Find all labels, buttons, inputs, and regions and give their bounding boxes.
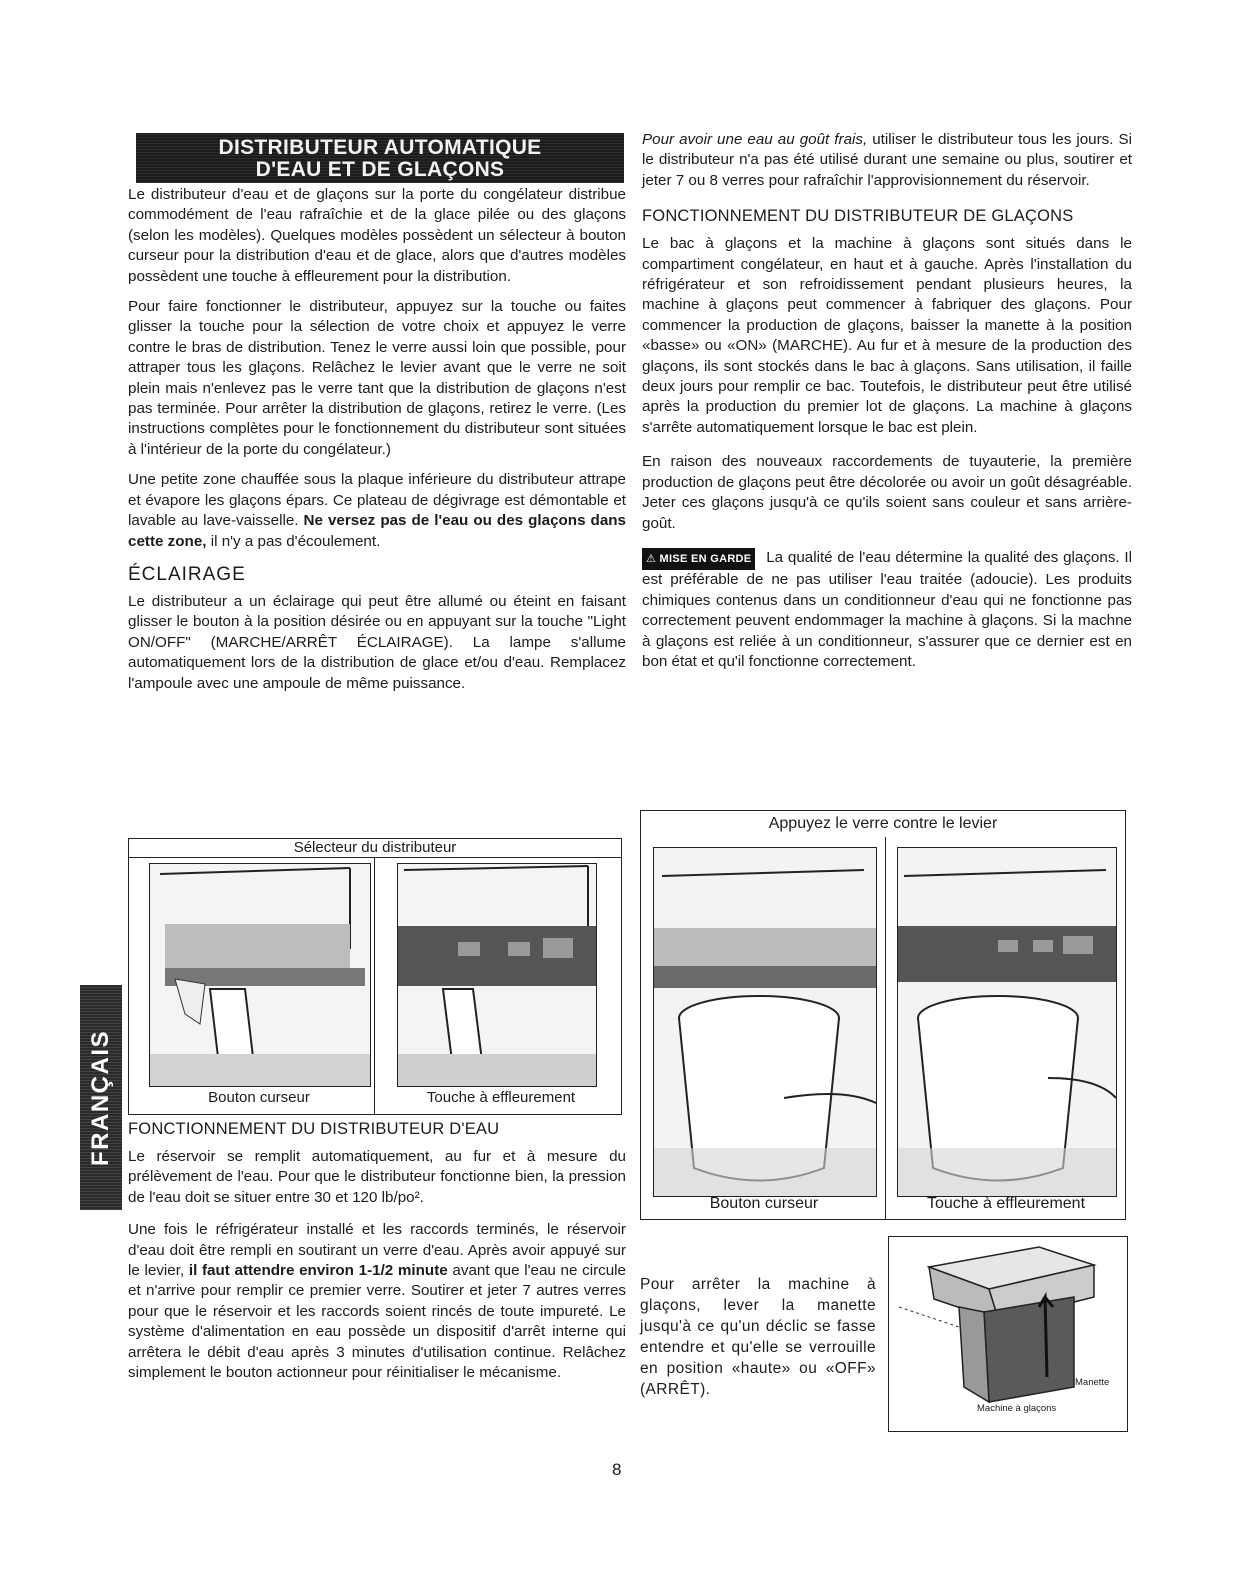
slider-button-photo	[149, 863, 371, 1087]
lighting-paragraph: Le distributeur a un éclairage qui peut être allumé ou éteint en faisant glisser le bouton à la position désirée ou en appuyant sur la touche "Light ON/OFF" (MARCHE/ARRÊT ÉCLAIRAGE). La lampe s'allume automatiquement lors de la distribution de glace et/ou d'eau. Remplacez l'ampoule avec une ampoule de même puissance.	[128, 592, 626, 692]
water-pressure-paragraph: Le réservoir se remplit automatiquement, au fur et à mesure du prélèvement de l'eau. Pour que le distributeur fonctionne bien, la pression de l'eau doit se situer entre 30 et 120 lb/po².	[128, 1148, 626, 1206]
figure-divider	[374, 858, 375, 1114]
heated-zone-text: Une petite zone chauffée sous la plaque inférieure du distributeur attrape et évapore les glaçons épars. Ce plateau de dégivrage est démontable et lavable au lave-vaisselle.	[128, 471, 626, 530]
touch-pad-caption: Touche à effleurement	[426, 1089, 576, 1106]
glass-slider-drawing	[654, 848, 876, 1196]
left-column	[128, 185, 626, 694]
slider-dispenser-drawing	[150, 864, 370, 1086]
press-slider-photo	[653, 847, 877, 1197]
selector-figure-title: Sélecteur du distributeur	[129, 839, 621, 858]
warning-paragraph	[642, 548, 1132, 672]
warning-badge	[642, 548, 755, 570]
warning-text: La qualité de l'eau détermine la qualité des glaçons. Il est préférable de ne pas utiliser l'eau traitée (adoucie). Les produits chimiques contenus dans un conditionneur d'eau qui ne fonctionne pas correctement peuvent endommager la machine à glaçons. Si la machne à glaçons est reliée à un conditionneur, s'assurer que ce dernier est en bon état et qu'il fonctionne correctement.	[642, 548, 1132, 670]
heading-ice-dispenser: FONCTIONNEMENT DU DISTRIBUTEUR DE GLAÇONS	[642, 207, 1074, 226]
fresh-water-text: utiliser le distributeur tous les jours. Si le distributeur n'a pas été utilisé durant une semaine ou plus, soutirer et jeter 7 ou 8 verres pour rafraîchir l'approvisionnement du réservoir.	[642, 131, 1132, 189]
ice-maker-paragraph: Le bac à glaçons et la machine à glaçons sont situés dans le compartiment congélateur, en haut et à gauche. Après l'installation du réfrigérateur et son refroidissement pendant plusieurs heures, la machine à glaçons peut commencer à fabriquer des glaçons. Pour commencer la production de glaçons, baisser la manette à la position «basse» ou «ON» (MARCHE). Au fur et à mesure de la production des glaçons, ils sont stockés dans le bac à glaçons. Sans utilisation, il faille deux jours pour remplir ce bac. Toutefois, le distributeur peut être utilisé après la production du premier lot de glaçons. La machine à glaçons s'arrête automatiquement lorsque le bac est plein.	[642, 235, 1132, 436]
press-slider-caption: Bouton curseur	[709, 1195, 819, 1212]
fresh-water-paragraph	[642, 130, 1132, 191]
water-fill-text: Une fois le réfrigérateur installé et les raccords terminés, le réservoir d'eau doit être rempli en soutirant un verre d'eau. Après avoir appuyé sur le levier,	[128, 1221, 626, 1280]
banner-line2: D'EAU ET DE GLAÇONS	[255, 158, 505, 181]
touch-dispenser-drawing	[398, 864, 596, 1086]
selector-figure	[128, 838, 622, 1115]
glass-touch-drawing	[898, 848, 1116, 1196]
touch-pad-photo	[397, 863, 597, 1087]
page-number: 8	[612, 1460, 622, 1479]
water-section	[128, 1120, 626, 1383]
press-glass-figure-title: Appuyez le verre contre le levier	[768, 815, 998, 832]
section-banner	[136, 133, 624, 183]
right-column	[642, 130, 1132, 672]
manette-label: Manette	[1075, 1377, 1110, 1388]
press-figure-divider	[885, 837, 886, 1219]
heading-water-dispenser: FONCTIONNEMENT DU DISTRIBUTEUR D'EAU	[128, 1120, 500, 1138]
operate-paragraph: Pour faire fonctionner le distributeur, appuyez sur la touche ou faites glisser la touche pour la sélection de votre choix et appuyez le verre contre le bras de distribution. Tenez le verre aussi loin que possible, pour attraper tous les glaçons. Relâchez le levier avant que le verre ne soit plein mais n'enlevez pas le verre tant que la distribution de glaçons n'est pas terminée. Pour arrêter la distribution de glaçons, retirez le verre. (Les instructions complètes pour le fonctionnement du distributeur sont situées à l'intérieur de la porte du congélateur.)	[128, 298, 626, 458]
press-glass-figure	[640, 810, 1126, 1220]
plumbing-paragraph: En raison des nouveaux raccordements de tuyauterie, la première production de glaçons peut être décolorée ou avoir un goût désagréable. Jeter ces glaçons jusqu'à ce qu'ils soient sans couleur et sans arrière-goût.	[642, 453, 1132, 532]
heated-zone-end: il n'y a pas d'écoulement.	[206, 532, 381, 550]
heated-zone-paragraph	[128, 470, 626, 552]
water-fill-end: avant que l'eau ne circule et n'arrive pour remplir ce premier verre. Soutirer et jeter 7 autres verres pour que le réservoir et les raccords soient rincés de toute impureté. Le système d'alimentation en eau possède un dispositif d'arrêt interne qui arrêtera le débit d'eau après 3 minutes d'utilisation continue. Relâchez simplement le bouton actionneur pour réinitialiser le mécanisme.	[128, 1262, 627, 1382]
language-tab	[80, 985, 122, 1210]
warning-icon: ⚠	[646, 552, 657, 565]
stop-ice-paragraph: Pour arrêter la machine à glaçons, lever la manette jusqu'à ce qu'un déclic se fasse entendre et qu'elle se verrouille en position «haute» ou «OFF» (ARRÊT).	[640, 1276, 876, 1398]
ice-maker-drawing	[889, 1237, 1127, 1431]
press-touch-photo	[897, 847, 1117, 1197]
ice-maker-figure	[888, 1236, 1128, 1432]
fresh-water-lead: Pour avoir une eau au goût frais,	[642, 131, 868, 148]
banner-line1: DISTRIBUTEUR AUTOMATIQUE	[218, 136, 542, 159]
intro-paragraph: Le distributeur d'eau et de glaçons sur la porte du congélateur distribue commodément de l'eau rafraîchie et de la glace pilée ou des glaçons (selon les modèles). Quelques modèles possèdent un sélecteur à bouton curseur pour la distribution d'eau et de glace, alors que d'autres modèles possèdent une touche à effleurement pour la distribution.	[128, 186, 626, 285]
water-fill-paragraph	[128, 1220, 626, 1383]
press-touch-caption: Touche à effleurement	[926, 1195, 1086, 1212]
stop-ice-section	[640, 1274, 876, 1400]
language-tab-label: FRANÇAIS	[87, 1029, 114, 1166]
warning-badge-label: MISE EN GARDE	[659, 552, 752, 565]
ice-maker-label: Machine à glaçons	[977, 1403, 1057, 1414]
water-fill-wait: il faut attendre environ 1-1/2 minute	[188, 1262, 448, 1280]
heated-zone-warning: Ne versez pas de l'eau ou des glaçons dans cette zone,	[128, 512, 627, 550]
slider-button-caption: Bouton curseur	[208, 1089, 310, 1106]
heading-eclairage: ÉCLAIRAGE	[128, 563, 246, 585]
